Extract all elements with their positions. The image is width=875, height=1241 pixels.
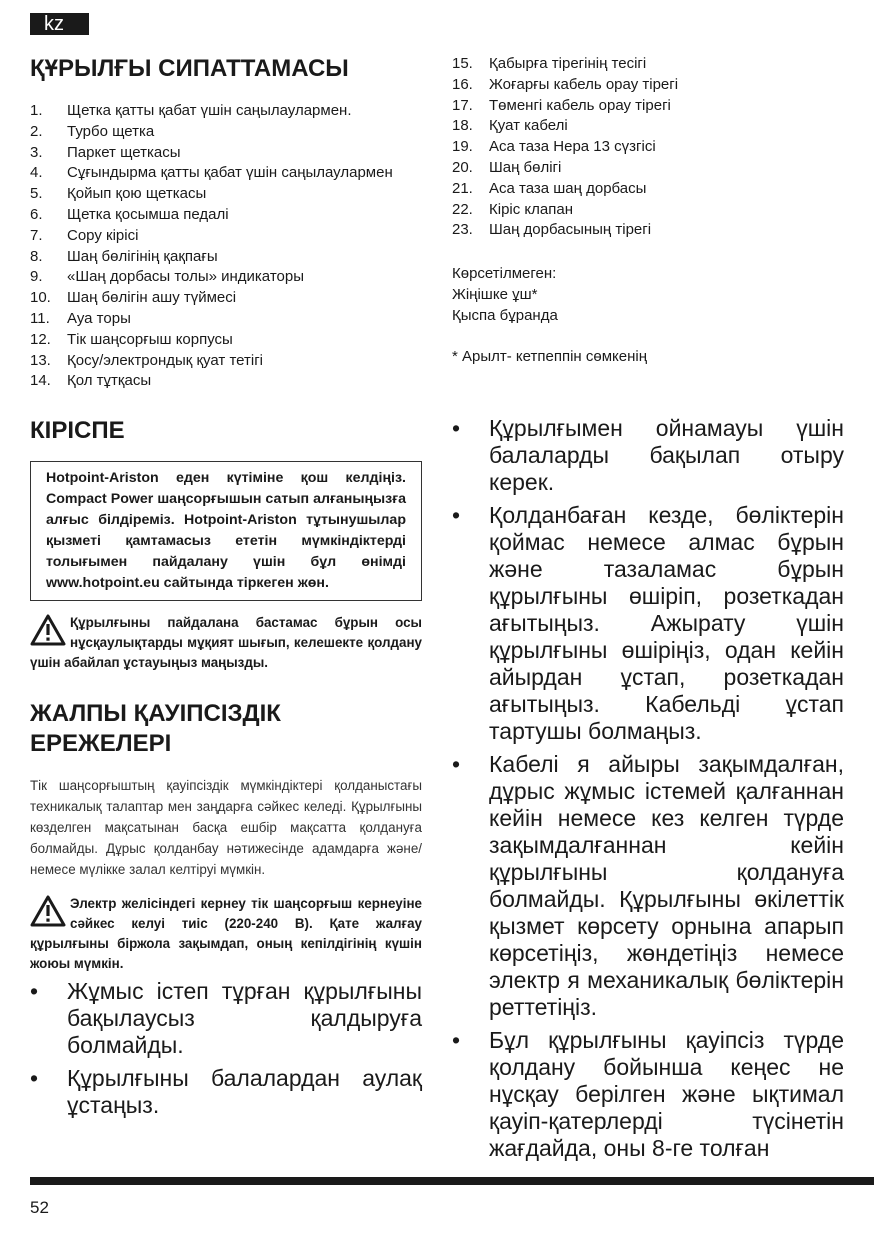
list-item: 8. Шаң бөлігінің қақпағы bbox=[30, 247, 218, 265]
list-item: 15. Қабырға тірегінің тесігі bbox=[452, 55, 647, 72]
welcome-box: Hotpoint-Ariston еден күтіміне қош келдіңіз. Compact Power шаңсорғышын сатып алғаныңызға алғыс білдіреміз. Hotpoint-Ariston тұтынушылар қызметі қамтамасыз ететін мүмкіндіктерді толығымен пайдалану үшін бұл өнімді www.hotpoint.eu сайтында тіркеген жөн. bbox=[30, 461, 422, 601]
bullet-icon: • bbox=[30, 978, 39, 1005]
not-shown-label: Көрсетілмеген: bbox=[452, 265, 557, 283]
list-item: • Құрылғымен ойнамауы үшін балаларды бақылап отыру керек. bbox=[452, 415, 844, 496]
list-item: 3. Паркет щеткасы bbox=[30, 143, 181, 161]
safety-title: ЖАЛПЫ ҚАУІПСІЗДІК ЕРЕЖЕЛЕРІ bbox=[30, 700, 281, 758]
not-shown-item: Жіңішке ұш* bbox=[452, 286, 538, 304]
page-number: 52 bbox=[30, 1198, 49, 1217]
list-item: 12. Тік шаңсорғыш корпусы bbox=[30, 330, 233, 348]
list-item: 10. Шаң бөлігін ашу түймесі bbox=[30, 289, 237, 307]
language-badge: kz bbox=[30, 13, 89, 35]
list-item: • Құрылғыны балалардан аулақ ұстаңыз. bbox=[30, 1065, 422, 1119]
list-item: • Бұл құрылғыны қауіпсіз түрде қолдану бойынша кеңес не нұсқау берілген және ықтимал қауіп-қатерлерді түсінетін жағдайда, оны 8-ге толған bbox=[452, 1027, 844, 1162]
left-column bbox=[30, 54, 422, 1125]
list-item: 19. Аса таза Hepa 13 сүзгісі bbox=[452, 138, 656, 156]
list-item: 5. Қойып қою щеткасы bbox=[30, 185, 207, 203]
list-item: • Кабелі я айыры зақымдалған, дұрыс жұмыс істемей қалғаннан кейін немесе кез келген түрде зақымдалғаннан кейін құрылғыны қолдануға болмайды. Құрылғыны өкілеттік қызмет көрсету орнына апарып көрсетіңіз, жөндетіңіз немесе электр я механикалық бөліктерін реттетіңіз. bbox=[452, 751, 844, 1021]
bullet-icon: • bbox=[452, 751, 461, 778]
safety-bullets-right bbox=[452, 415, 844, 1162]
voltage-warning: Электр желісіндегі кернеу тік шаңсорғыш кернеуіне сәйкес келуі тиіс (220-240 В). Қате жалғау құрылғыны біржола зақымдап, оның кепілдігінің күшін жоюы мүмкін. bbox=[30, 896, 422, 972]
device-description-title: ҚҰРЫЛҒЫ СИПАТТАМАСЫ bbox=[30, 55, 349, 82]
safety-bullets-left bbox=[30, 978, 422, 1119]
bullet-icon: • bbox=[30, 1065, 39, 1092]
list-item: 20. Шаң бөлігі bbox=[452, 158, 562, 176]
bullet-icon: • bbox=[452, 1027, 461, 1054]
list-item: 14. Қол тұтқасы bbox=[30, 372, 152, 390]
list-item: 23. Шаң дорбасының тірегі bbox=[452, 221, 652, 239]
list-item: 17. Төменгі кабель орау тірегі bbox=[452, 96, 671, 114]
list-item: 7. Сору кірісі bbox=[30, 226, 139, 244]
list-item: 6. Щетка қосымша педалі bbox=[30, 205, 229, 223]
list-item: • Қолданбаған кезде, бөліктерін қоймас немесе алмас бұрын және тазаламас бұрын құрылғыны өшіріп, розеткадан ағытыңыз. Ажырату үшін құрылғыны өшіріңіз, одан кейін айырдан ұстап, розеткадан ағытыңыз. Кабельді ұстап тартушы болмаңыз. bbox=[452, 502, 844, 745]
footnote: * Арылт- кетпеппін сөмкенің bbox=[452, 348, 647, 366]
parts-list-right bbox=[452, 54, 844, 241]
warning-icon bbox=[30, 895, 66, 927]
not-shown-block bbox=[452, 263, 844, 326]
bullet-icon: • bbox=[452, 502, 461, 529]
warning-icon bbox=[30, 614, 66, 646]
list-item: 18. Қуат кабелі bbox=[452, 117, 568, 135]
list-item: 2. Турбо щетка bbox=[30, 122, 155, 140]
list-item: 11. Ауа торы bbox=[30, 309, 131, 327]
list-item: 16. Жоғарғы кабель орау тірегі bbox=[452, 75, 679, 93]
right-column bbox=[452, 54, 844, 1168]
list-item: 21. Аса таза шаң дорбасы bbox=[452, 179, 647, 197]
list-item: 1. Щетка қатты қабат үшін саңылаулармен. bbox=[30, 102, 352, 119]
list-item: 22. Кіріс клапан bbox=[452, 200, 573, 218]
list-item: 13. Қосу/электрондық қуат тетігі bbox=[30, 351, 263, 369]
list-item: • Жұмыс істеп тұрған құрылғыны бақылаусыз қалдыруға болмайды. bbox=[30, 978, 422, 1059]
parts-list-left bbox=[30, 101, 422, 392]
intro-title: КІРІСПЕ bbox=[30, 417, 125, 445]
list-item: 4. Сұғындырма қатты қабат үшін саңылаулармен bbox=[30, 164, 393, 182]
bullet-icon: • bbox=[452, 415, 461, 442]
not-shown-item: Қыспа бұранда bbox=[452, 307, 558, 325]
safety-paragraph: Тік шаңсорғыштың қауіпсіздік мүмкіндіктері қолданыстағы техникалық талаптар мен заңдарға сәйкес келеді. Құрылғыны көзделген мақсатынан басқа ешбір мақсатта қолдануға болмайды. Дұрыс қолданбау нәтижесінде адамдарға және/немесе мүлікке залал келтіруі мүмкін. bbox=[30, 778, 422, 878]
list-item: 9. «Шаң дорбасы толы» индикаторы bbox=[30, 268, 304, 286]
footer-rule bbox=[30, 1177, 874, 1185]
intro-warning: Құрылғыны пайдалана бастамас бұрын осы нұсқаулықтарды мұқият шығып, келешекте қолдану үшін абайлап ұстауыңыз маңызды. bbox=[30, 615, 422, 671]
